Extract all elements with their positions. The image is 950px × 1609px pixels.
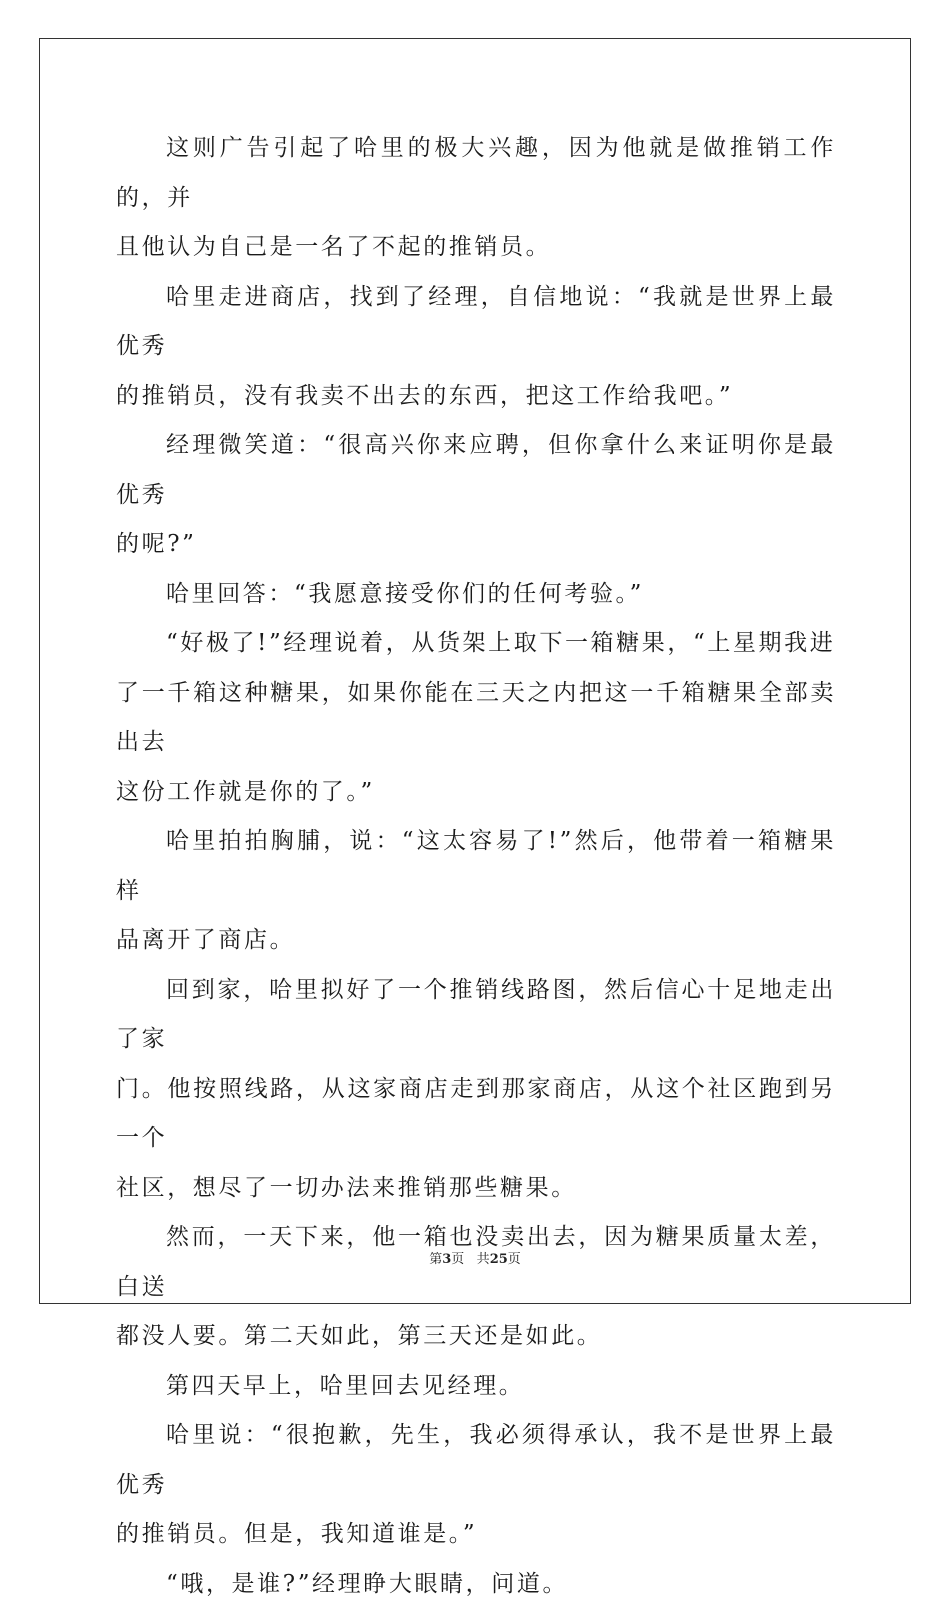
- paragraph: 哈里走进商店，找到了经理，自信地说：“我就是世界上最优秀 的推销员，没有我卖不出去的东西，把这工作给我吧。”: [116, 273, 836, 422]
- total-suffix: 页: [508, 1252, 521, 1267]
- paragraph: “哦，是谁?”经理睁大眼睛，问道。: [116, 1560, 836, 1609]
- paragraph: 经理微笑道：“很高兴你来应聘，但你拿什么来证明你是最优秀 的呢?”: [116, 421, 836, 570]
- total-pages-number: 25: [490, 1252, 508, 1267]
- paragraph: 这则广告引起了哈里的极大兴趣，因为他就是做推销工作的，并 且他认为自己是一名了不起的推销员。: [116, 124, 836, 273]
- paragraph: “好极了!”经理说着，从货架上取下一箱糖果，“上星期我进 了一千箱这种糖果，如果你能在三天之内把这一千箱糖果全部卖出去 这份工作就是你的了。”: [116, 619, 836, 817]
- paragraph: 哈里回答：“我愿意接受你们的任何考验。”: [116, 570, 836, 620]
- current-page-number: 3: [442, 1252, 451, 1267]
- paragraph: 回到家，哈里拟好了一个推销线路图，然后信心十足地走出了家 门。他按照线路，从这家商店走到那家商店，从这个社区跑到另一个 社区，想尽了一切办法来推销那些糖果。: [116, 966, 836, 1214]
- document-body: [116, 124, 836, 1609]
- page-footer: [0, 1248, 950, 1267]
- page-suffix: 页: [451, 1252, 464, 1267]
- paragraph: 哈里说：“很抱歉，先生，我必须得承认，我不是世界上最优秀 的推销员。但是，我知道谁是。”: [116, 1411, 836, 1560]
- paragraph: 然而，一天下来，他一箱也没卖出去，因为糖果质量太差，白送 都没人要。第二天如此，第三天还是如此。: [116, 1213, 836, 1362]
- page-prefix: 第: [429, 1252, 442, 1267]
- total-prefix: 共: [477, 1252, 490, 1267]
- paragraph: 哈里拍拍胸脯，说：“这太容易了!”然后，他带着一箱糖果样 品离开了商店。: [116, 817, 836, 966]
- paragraph: 第四天早上，哈里回去见经理。: [116, 1362, 836, 1412]
